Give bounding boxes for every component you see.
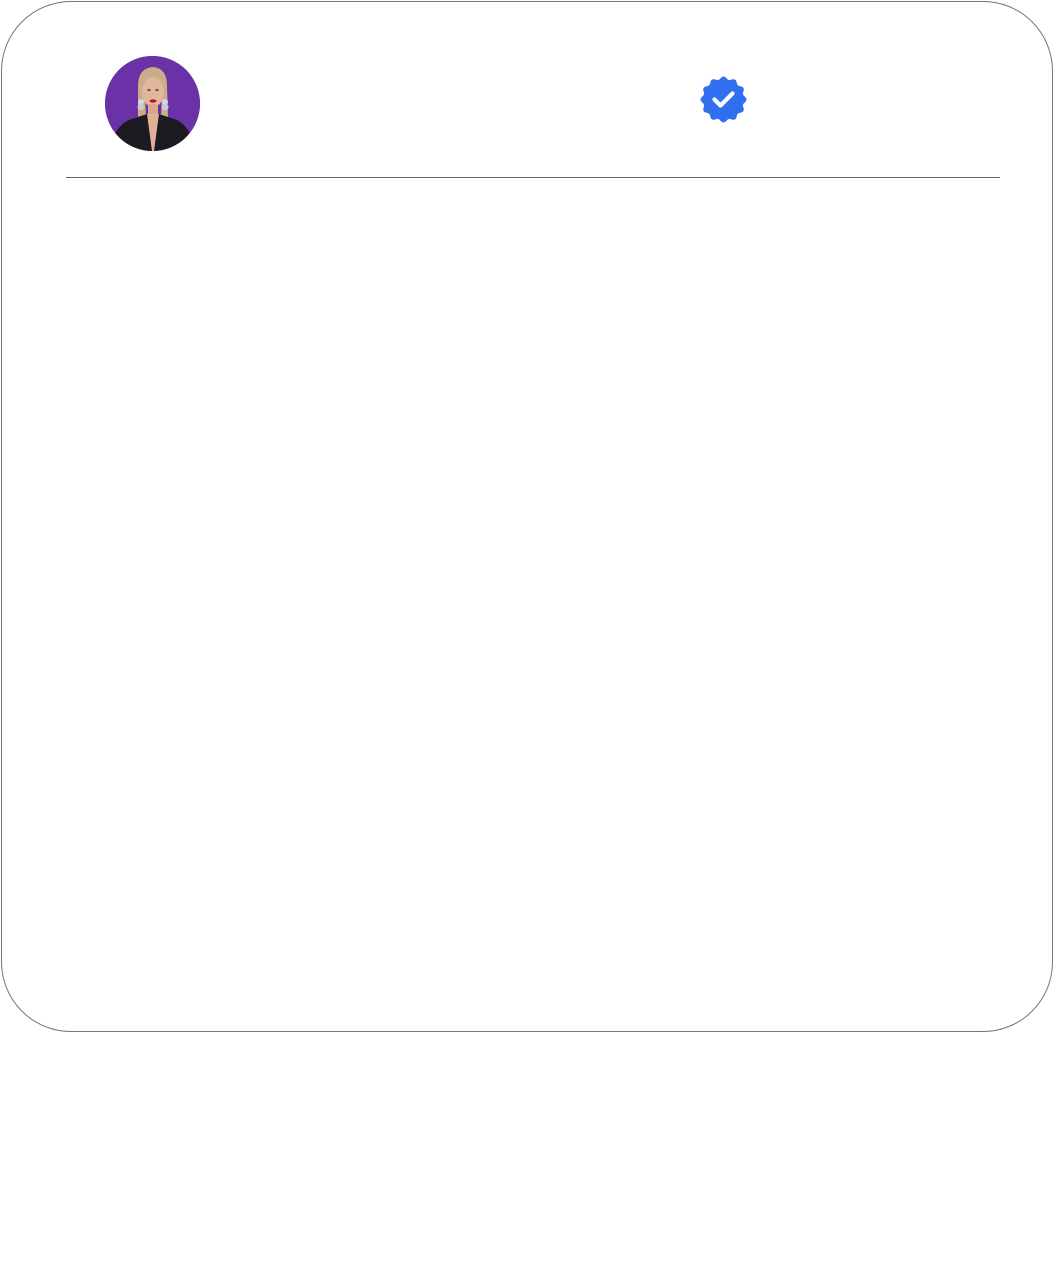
verified-badge-shape <box>701 77 747 123</box>
header-divider <box>66 177 1000 178</box>
avatar-image <box>105 56 200 151</box>
avatar[interactable] <box>105 56 200 151</box>
post-card <box>1 1 1053 1032</box>
verified-badge-icon <box>700 76 747 123</box>
